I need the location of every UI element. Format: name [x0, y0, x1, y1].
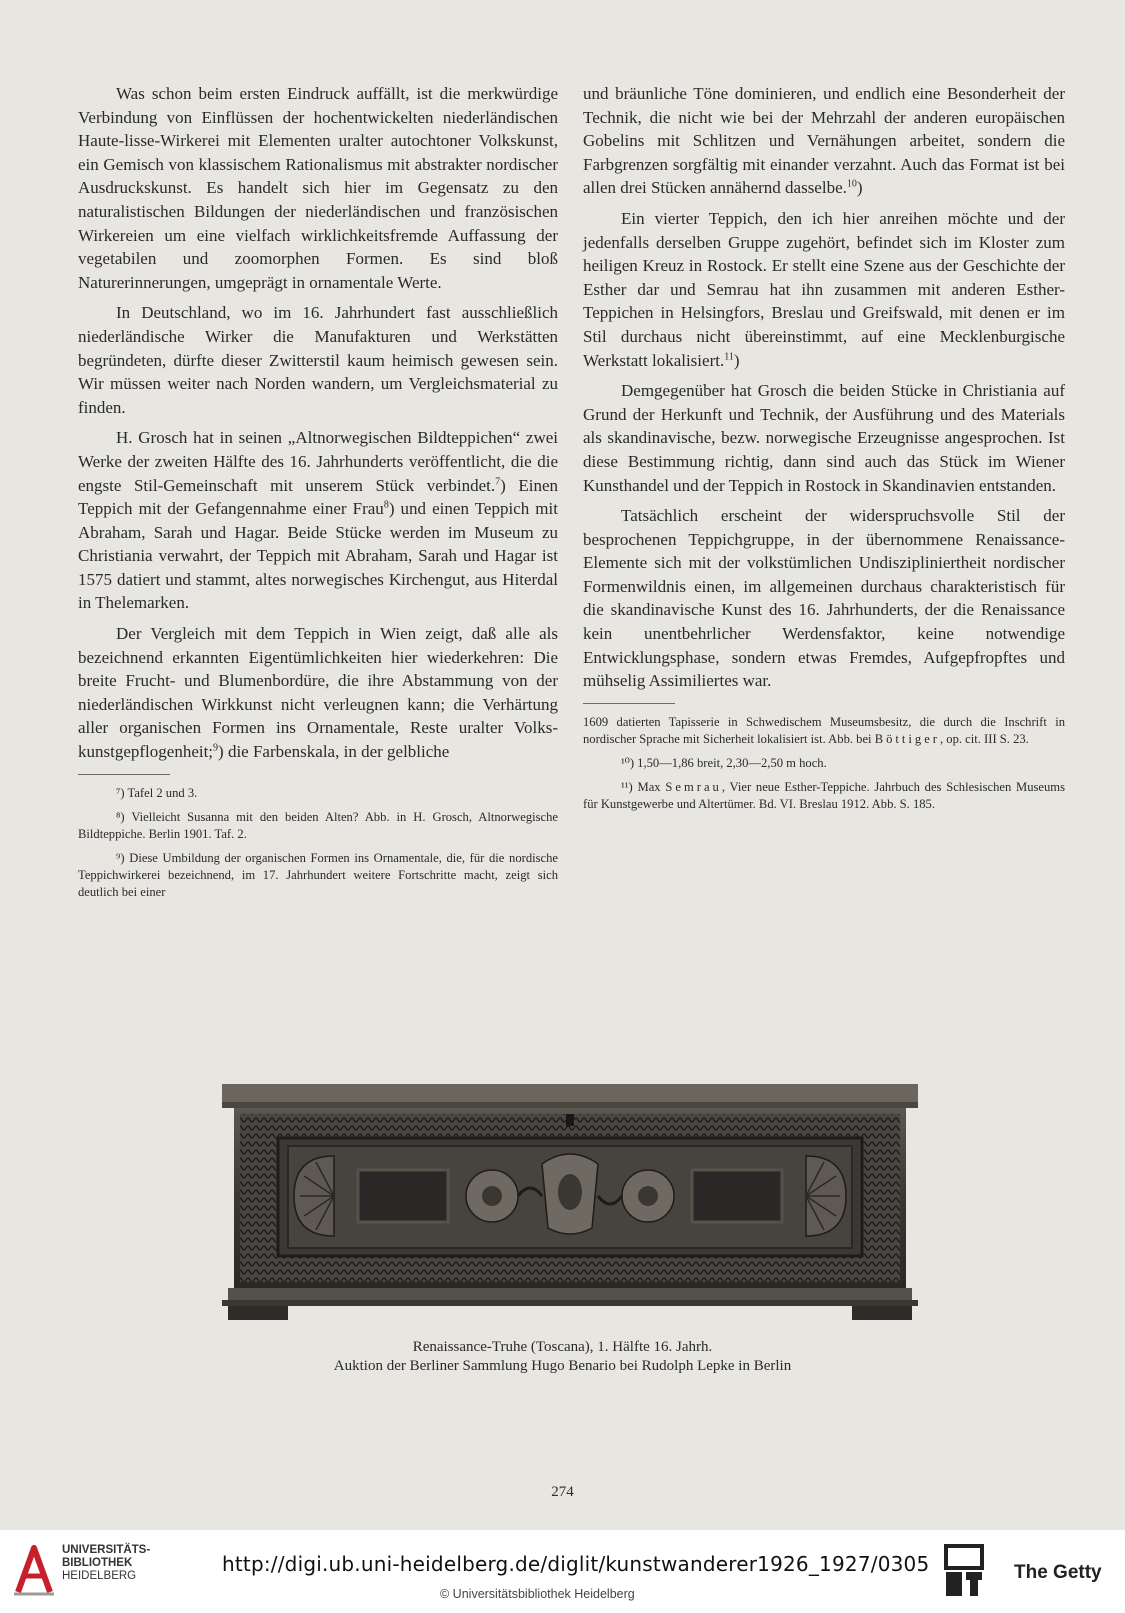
paragraph: H. Grosch hat in seinen „Altnorwegischen Bildteppichen“ zwei Werke der zweiten Hälfte des 16. Jahrhunderts veröffentlicht, die die engste Stil-Gemeinschaft mit unserem Stück verbindet.$^7$) Einen Teppich mit der Gefangennahme einer Frau$^8$) und einen Teppich mit Abraham, Sarah und Hagar. Beide Stücke werden im Museum zu Christiania verwahrt, der Teppich mit Abraham, Sarah und Hagar ist 1575 datiert und stammt, altes norwegisches Kirchengut, aus Hiterdal in Thelemarken. [78, 428, 558, 613]
ub-heidelberg-logo-icon [12, 1542, 56, 1598]
footnote-ref[interactable]: 11 [724, 350, 734, 362]
left-text-column [78, 82, 558, 908]
figure-caption [0, 1338, 1125, 1376]
caption-line: Renaissance-Truhe (Toscana), 1. Hälfte 16. Jahrh. [412, 1339, 713, 1355]
copyright-notice: © Universitätsbibliothek Heidelberg [440, 1587, 635, 1601]
footnote: ⁷) Tafel 2 und 3. [116, 785, 198, 800]
paragraph: Was schon beim ersten Eindruck auffällt, ist die merkwürdige Verbindung von Einflüssen der hochentwickelten niederländischen Haute-lisse-Wirkerei mit Elementen uralter autochtoner Volkskunst, ein Gemisch von klassischem Rationalismus mit abstrakter nordischer Ausdruckskunst. Es handelt sich hier im Gegensatz zu den naturalistischen Bildungen der niederländischen und französischen Wirkereien um eine vielfach wirklichkeitsfremde Auffassung der vegetabilen und zoomorphen Formen. Es sind bloß Naturerinnerungen, umgeprägt in ornamentale Werte. [78, 84, 558, 292]
footnote: ¹¹) Max Semrau, Vier neue Esther-Teppiche. Jahrbuch des Schlesischen Museums für Kunstgewerbe und Altertümer. Bd. VI. Breslau 1912. Abb. S. 185. [583, 779, 1065, 811]
footnote-ref[interactable]: 9 [213, 742, 219, 754]
footnote: ⁸) Vielleicht Susanna mit den beiden Alten? Abb. in H. Grosch, Altnorwegische Bildteppiche. Berlin 1901. Taf. 2. [78, 809, 558, 841]
permalink-url[interactable]: http://digi.ub.uni-heidelberg.de/diglit/kunstwanderer1926_1927/0305 [222, 1552, 930, 1576]
footer-bar [0, 1530, 1125, 1613]
getty-logo-icon [944, 1544, 984, 1598]
footnote-ref[interactable]: 8 [383, 499, 389, 511]
page-number: 274 [551, 1484, 574, 1500]
right-text-column [583, 82, 1065, 820]
partner-name: The Getty [1014, 1562, 1102, 1583]
institution-name: UNIVERSITÄTS- BIBLIOTHEK HEIDELBERG [62, 1544, 151, 1582]
footnote: 1609 datierten Tapisserie in Schwedischem Museumsbesitz, die durch die Inschrift in nordischer Sprache mit Sicherheit lokalisiert ist. Abb. bei Böttiger, op. cit. III S. 23. [583, 714, 1065, 746]
paragraph: und bräunliche Töne dominieren, und endlich eine Besonderheit der Technik, die nicht wie bei der Mehrzahl der anderen europäischen Gobelins mit Schlitzen und Vernähungen arbeitet, sondern die Farbgrenzen sorgfältig mit einander verzahnt. Auch das Format ist bei allen drei Stücken annähernd dasselbe.$^{10}$) [583, 84, 1065, 198]
footnote-divider [78, 774, 170, 775]
renaissance-chest-image [222, 1084, 918, 1320]
footnote: ⁹) Diese Umbildung der organischen Formen ins Ornamentale, die, für die nordische Teppichwirkerei bezeichnend, im 17. Jahrhundert weitere Fortschritte macht, zeigt sich deutlich bei einer [78, 850, 558, 899]
footnote-ref[interactable]: 7 [495, 475, 501, 487]
paragraph: Der Vergleich mit dem Teppich in Wien zeigt, daß alle als bezeichnend erkannten Eigentümlichkeiten hier wiederkehren: Die breite Frucht- und Blumenbordüre, die ihre Abstammung von der niederländischen Wirkkunst nicht verleugnen kann; die Verhärtung aller organischen Formen ins Ornamentale, Reste uralter Volkskunstgepflogenheit;$^9$) die Farbenskala, in der gelbliche [78, 624, 558, 762]
caption-line: Auktion der Berliner Sammlung Hugo Benario bei Rudolph Lepke in Berlin [333, 1358, 792, 1374]
paragraph: In Deutschland, wo im 16. Jahrhundert fast ausschließlich niederländische Wirker die Manufakturen und Werkstätten begründeten, dürfte dieser Zwitterstil kaum heimisch gewesen sein. Wir müssen weiter nach Norden wandern, um Vergleichsmaterial zu finden. [78, 303, 558, 417]
paragraph: Demgegenüber hat Grosch die beiden Stücke in Christiania auf Grund der Herkunft und Technik, der Ausführung und des Materials als skandinavische, bezw. norwegische Erzeugnisse angesprochen. Ist diese Bestimmung richtig, dann sind auch das Stück im Wiener Kunsthandel und der Teppich in Rostock in Skandinavien entstanden. [583, 381, 1065, 495]
footnote-divider [583, 703, 675, 704]
footnote: ¹⁰) 1,50—1,86 breit, 2,30—2,50 m hoch. [621, 755, 827, 770]
footnote-ref[interactable]: 10 [846, 178, 857, 190]
paragraph: Tatsächlich erscheint der widerspruchsvolle Stil der besprochenen Teppichgruppe, in der übernommene Renaissance-Elemente sich mit der volkstümlichen Undiszipliniertheit nordischer Formenwildnis einen, im allgemeinen durchaus charakteristisch für die skandinavische Kunst des 16. Jahrhunderts, der die Renaissance kein unentbehrlicher Werdensfaktor, keine notwendige Entwicklungsphase, sondern etwas Fremdes, Aufgepfropftes und mühselig Assimiliertes war. [583, 506, 1065, 691]
paragraph: Ein vierter Teppich, den ich hier anreihen möchte und der jedenfalls derselben Gruppe zugehört, befindet sich im Kloster zum heiligen Kreuz in Rostock. Er stellt eine Szene aus der Geschichte der Esther dar und Semrau hat ihn zusammen mit anderen Esther-Teppichen in Helsingfors, Breslau und Greifswald, mit denen er im Stil durchaus nicht übereinstimmt, auf eine Mecklenburgische Werkstatt lokalisiert.$^{11}$) [583, 208, 1065, 370]
